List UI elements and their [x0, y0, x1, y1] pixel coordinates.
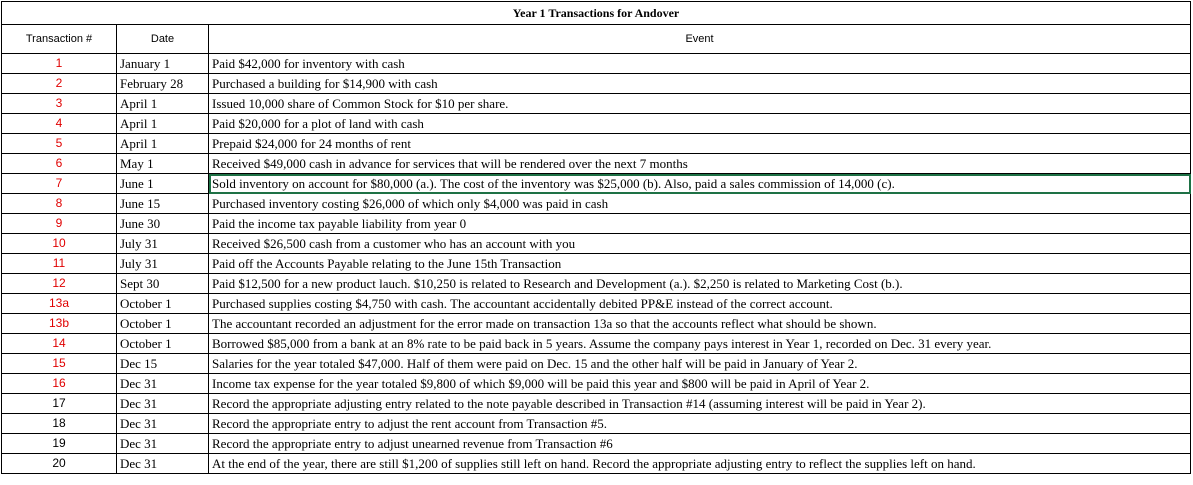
transaction-number-cell[interactable]: 16	[2, 374, 117, 394]
date-cell[interactable]: July 31	[117, 254, 209, 274]
table-row	[2, 174, 1191, 194]
event-cell[interactable]: Paid $12,500 for a new product lauch. $10,250 is related to Research and Development (a.). $2,250 is related to Marketing Cost (b.).	[209, 274, 1191, 294]
date-cell[interactable]: May 1	[117, 154, 209, 174]
transaction-number-cell[interactable]: 18	[2, 414, 117, 434]
event-cell[interactable]: Paid off the Accounts Payable relating to the June 15th Transaction	[209, 254, 1191, 274]
date-cell[interactable]: June 1	[117, 174, 209, 194]
transaction-number-cell[interactable]: 15	[2, 354, 117, 374]
event-cell[interactable]: The accountant recorded an adjustment for the error made on transaction 13a so that the accounts reflect what should be shown.	[209, 314, 1191, 334]
transaction-number-cell[interactable]: 20	[2, 454, 117, 474]
event-cell[interactable]: Sold inventory on account for $80,000 (a.). The cost of the inventory was $25,000 (b). Also, paid a sales commission of 14,000 (c).	[209, 174, 1191, 194]
event-cell[interactable]: Record the appropriate adjusting entry related to the note payable described in Transaction #14 (assuming interest will be paid in Year 2).	[209, 394, 1191, 414]
date-cell[interactable]: October 1	[117, 294, 209, 314]
date-cell[interactable]: January 1	[117, 54, 209, 74]
date-cell[interactable]: Dec 31	[117, 414, 209, 434]
table-row	[2, 214, 1191, 234]
transactions-table	[1, 1, 1191, 474]
date-cell[interactable]: Dec 31	[117, 434, 209, 454]
table-row	[2, 114, 1191, 134]
date-cell[interactable]: April 1	[117, 114, 209, 134]
header-transaction[interactable]: Transaction #	[2, 25, 117, 54]
header-event[interactable]: Event	[209, 25, 1191, 54]
date-cell[interactable]: October 1	[117, 314, 209, 334]
event-cell[interactable]: Record the appropriate entry to adjust the rent account from Transaction #5.	[209, 414, 1191, 434]
table-row	[2, 234, 1191, 254]
table-row	[2, 394, 1191, 414]
date-cell[interactable]: Sept 30	[117, 274, 209, 294]
event-cell[interactable]: Income tax expense for the year totaled $9,800 of which $9,000 will be paid this year and $800 will be paid in April of Year 2.	[209, 374, 1191, 394]
event-cell[interactable]: Purchased inventory costing $26,000 of which only $4,000 was paid in cash	[209, 194, 1191, 214]
transaction-number-cell[interactable]: 2	[2, 74, 117, 94]
transaction-number-cell[interactable]: 11	[2, 254, 117, 274]
table-row	[2, 134, 1191, 154]
header-row	[2, 25, 1191, 54]
table-row	[2, 434, 1191, 454]
date-cell[interactable]: Dec 31	[117, 454, 209, 474]
table-row	[2, 294, 1191, 314]
table-row	[2, 314, 1191, 334]
table-row	[2, 374, 1191, 394]
date-cell[interactable]: Dec 15	[117, 354, 209, 374]
date-cell[interactable]: April 1	[117, 134, 209, 154]
date-cell[interactable]: Dec 31	[117, 374, 209, 394]
transaction-number-cell[interactable]: 7	[2, 174, 117, 194]
transaction-number-cell[interactable]: 14	[2, 334, 117, 354]
transaction-number-cell[interactable]: 10	[2, 234, 117, 254]
transaction-number-cell[interactable]: 12	[2, 274, 117, 294]
table-row	[2, 354, 1191, 374]
table-row	[2, 414, 1191, 434]
table-row	[2, 454, 1191, 474]
header-date[interactable]: Date	[117, 25, 209, 54]
event-cell[interactable]: Borrowed $85,000 from a bank at an 8% rate to be paid back in 5 years. Assume the company pays interest in Year 1, recorded on Dec. 31 every year.	[209, 334, 1191, 354]
date-cell[interactable]: April 1	[117, 94, 209, 114]
event-cell[interactable]: Issued 10,000 share of Common Stock for $10 per share.	[209, 94, 1191, 114]
date-cell[interactable]: June 15	[117, 194, 209, 214]
date-cell[interactable]: Dec 31	[117, 394, 209, 414]
table-row	[2, 194, 1191, 214]
date-cell[interactable]: June 30	[117, 214, 209, 234]
event-cell[interactable]: Salaries for the year totaled $47,000. Half of them were paid on Dec. 15 and the other half will be paid in January of Year 2.	[209, 354, 1191, 374]
transaction-number-cell[interactable]: 3	[2, 94, 117, 114]
date-cell[interactable]: October 1	[117, 334, 209, 354]
table-row	[2, 154, 1191, 174]
event-cell[interactable]: Prepaid $24,000 for 24 months of rent	[209, 134, 1191, 154]
transaction-number-cell[interactable]: 5	[2, 134, 117, 154]
table-row	[2, 334, 1191, 354]
title-row	[2, 2, 1191, 25]
table-row	[2, 254, 1191, 274]
transactions-body	[2, 2, 1191, 474]
event-cell[interactable]: Received $26,500 cash from a customer who has an account with you	[209, 234, 1191, 254]
event-cell[interactable]: Record the appropriate entry to adjust unearned revenue from Transaction #6	[209, 434, 1191, 454]
transaction-number-cell[interactable]: 8	[2, 194, 117, 214]
date-cell[interactable]: February 28	[117, 74, 209, 94]
transaction-number-cell[interactable]: 19	[2, 434, 117, 454]
sheet-title[interactable]: Year 1 Transactions for Andover	[2, 2, 1191, 25]
event-cell[interactable]: Paid $42,000 for inventory with cash	[209, 54, 1191, 74]
table-row	[2, 274, 1191, 294]
event-cell[interactable]: Paid the income tax payable liability from year 0	[209, 214, 1191, 234]
date-cell[interactable]: July 31	[117, 234, 209, 254]
table-row	[2, 54, 1191, 74]
transaction-number-cell[interactable]: 9	[2, 214, 117, 234]
event-cell[interactable]: Paid $20,000 for a plot of land with cash	[209, 114, 1191, 134]
table-row	[2, 74, 1191, 94]
transaction-number-cell[interactable]: 4	[2, 114, 117, 134]
transaction-number-cell[interactable]: 13b	[2, 314, 117, 334]
transaction-number-cell[interactable]: 13a	[2, 294, 117, 314]
transaction-number-cell[interactable]: 1	[2, 54, 117, 74]
table-row	[2, 94, 1191, 114]
transaction-number-cell[interactable]: 17	[2, 394, 117, 414]
transaction-number-cell[interactable]: 6	[2, 154, 117, 174]
event-cell[interactable]: At the end of the year, there are still $1,200 of supplies still left on hand. Record the appropriate adjusting entry to reflect the supplies left on hand.	[209, 454, 1191, 474]
event-cell[interactable]: Purchased a building for $14,900 with cash	[209, 74, 1191, 94]
event-cell[interactable]: Received $49,000 cash in advance for services that will be rendered over the next 7 months	[209, 154, 1191, 174]
event-cell[interactable]: Purchased supplies costing $4,750 with cash. The accountant accidentally debited PP&E instead of the correct account.	[209, 294, 1191, 314]
